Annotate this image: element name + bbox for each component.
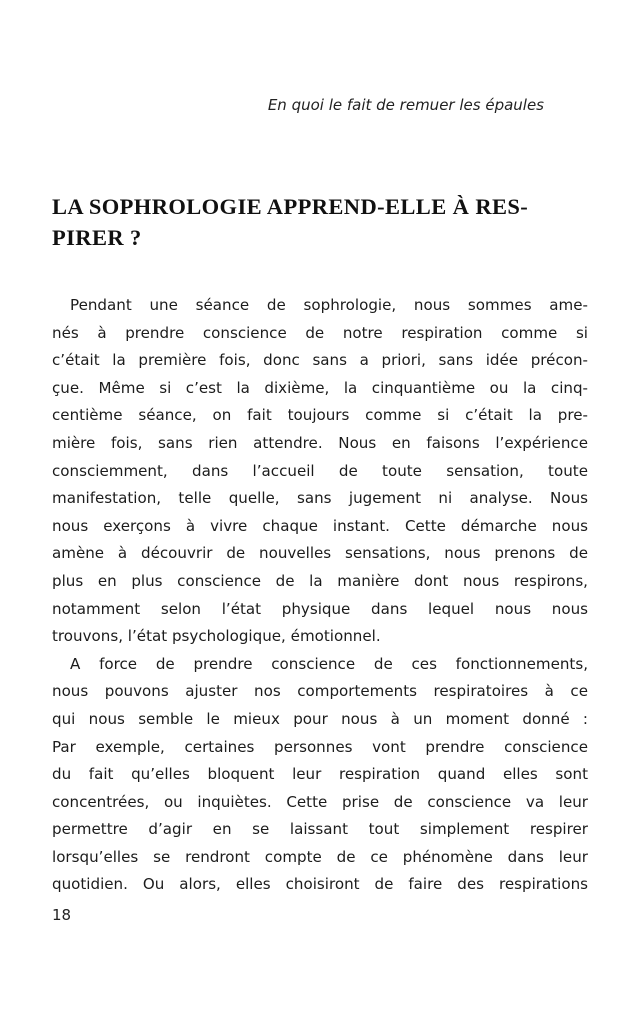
paragraph-2 bbox=[52, 651, 588, 899]
text-line: notamment selon l’état physique dans lequel nous nous bbox=[52, 599, 588, 618]
text-line: permettre d’agir en se laissant tout simplement respirer bbox=[52, 820, 588, 839]
chapter-title-line: PIRER ? bbox=[52, 225, 142, 250]
text-line: qui nous semble le mieux pour nous à un moment donné : bbox=[52, 709, 588, 728]
text-line: amène à découvrir de nouvelles sensations, nous prenons de bbox=[52, 544, 588, 563]
text-line: centième séance, on fait toujours comme si c’était la pre- bbox=[52, 406, 588, 425]
text-line: nous exerçons à vivre chaque instant. Cette démarche nous bbox=[52, 516, 588, 535]
page-number: 18 bbox=[52, 906, 72, 924]
text-line: c’était la première fois, donc sans a priori, sans idée précon- bbox=[52, 351, 588, 370]
text-line: nous pouvons ajuster nos comportements respiratoires à ce bbox=[52, 682, 588, 701]
text-line: trouvons, l’état psychologique, émotionnel. bbox=[52, 627, 381, 646]
text-line: A force de prendre conscience de ces fonctionnements, bbox=[70, 654, 588, 673]
text-line: lorsqu’elles se rendront compte de ce phénomène dans leur bbox=[52, 847, 588, 866]
text-line: plus en plus conscience de la manière dont nous respirons, bbox=[52, 571, 588, 590]
text-line: nés à prendre conscience de notre respiration comme si bbox=[52, 323, 588, 342]
running-header: En quoi le fait de remuer les épaules bbox=[267, 96, 544, 114]
text-line: manifestation, telle quelle, sans jugement ni analyse. Nous bbox=[52, 489, 588, 508]
text-line: çue. Même si c’est la dixième, la cinquantième ou la cinq- bbox=[52, 378, 588, 397]
text-line: du fait qu’elles bloquent leur respiration quand elles sont bbox=[52, 765, 588, 784]
paragraph-1 bbox=[52, 292, 588, 651]
text-line: Pendant une séance de sophrologie, nous sommes ame- bbox=[70, 296, 588, 314]
text-line: mière fois, sans rien attendre. Nous en faisons l’expérience bbox=[52, 433, 588, 452]
chapter-title bbox=[52, 191, 572, 253]
text-line: quotidien. Ou alors, elles choisiront de faire des respirations bbox=[52, 875, 588, 894]
body-text bbox=[52, 292, 588, 899]
text-line: concentrées, ou inquiètes. Cette prise de conscience va leur bbox=[52, 792, 588, 811]
chapter-title-line: LA SOPHROLOGIE APPREND-ELLE À RES- bbox=[52, 194, 529, 219]
text-line: consciemment, dans l’accueil de toute sensation, toute bbox=[52, 461, 588, 480]
text-line: Par exemple, certaines personnes vont prendre conscience bbox=[52, 737, 588, 756]
